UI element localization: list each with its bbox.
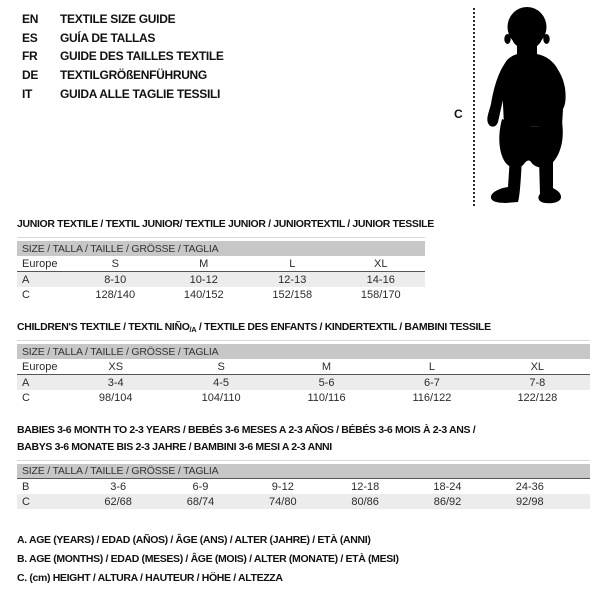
- row-label: C: [22, 495, 30, 508]
- language-row: [22, 29, 224, 48]
- size-header-label: SIZE / TALLA / TAILLE / GRÖSSE / TAGLIA: [22, 345, 219, 358]
- children-title-post: / TEXTILE DES ENFANTS / KINDERTEXTIL / BAMBINI TESSILE: [196, 321, 491, 333]
- table-cell: 5-6: [318, 376, 335, 389]
- babies-title-line1: BABIES 3-6 MONTH TO 2-3 YEARS / BEBÉS 3-6 MESES A 2-3 AÑOS / BÉBÉS 3-6 MOIS À 2-3 ANS /: [17, 424, 476, 436]
- table-row: [17, 272, 425, 287]
- table-cell: 68/74: [186, 495, 215, 508]
- junior-size-table: [17, 237, 425, 302]
- table-cell: 98/104: [98, 391, 133, 404]
- table-cell: L: [289, 257, 296, 270]
- height-measure-label: C: [454, 107, 463, 121]
- junior-section-title: JUNIOR TEXTILE / TEXTIL JUNIOR/ TEXTILE JUNIOR / JUNIORTEXTIL / JUNIOR TESSILE: [17, 218, 434, 230]
- language-list: [22, 10, 224, 103]
- row-label: C: [22, 391, 30, 404]
- table-cell: 6-7: [423, 376, 440, 389]
- footnote-b: B. AGE (MONTHS) / EDAD (MESES) / ÂGE (MOIS) / ALTER (MONATE) / ETÀ (MESI): [17, 553, 399, 565]
- baby-silhouette-icon: [483, 4, 583, 206]
- table-cell: S: [217, 360, 225, 373]
- table-body: [17, 479, 590, 509]
- table-row: [17, 494, 590, 509]
- table-row: [17, 390, 590, 405]
- language-row: [22, 10, 224, 29]
- row-label: A: [22, 273, 30, 286]
- table-cell: 116/122: [412, 391, 452, 404]
- size-header-bar: [17, 344, 590, 359]
- language-code: DE: [22, 68, 39, 83]
- footnote-c: C. (cm) HEIGHT / ALTURA / HAUTEUR / HÖHE / ALTEZZA: [17, 572, 283, 584]
- table-cell: 14-16: [366, 273, 395, 286]
- table-cell: 122/128: [517, 391, 558, 404]
- table-cell: 80/86: [351, 495, 379, 508]
- children-section-title: [17, 319, 491, 339]
- table-cell: 3-4: [107, 376, 124, 389]
- table-top-rule: [17, 460, 590, 461]
- table-cell: 12-18: [351, 480, 380, 493]
- table-cell: L: [428, 360, 435, 373]
- table-row: [17, 375, 590, 390]
- table-top-rule: [17, 237, 425, 238]
- table-cell: 92/98: [516, 495, 544, 508]
- table-cell: S: [111, 257, 119, 270]
- table-cell: 62/68: [104, 495, 132, 508]
- row-label: C: [22, 288, 30, 301]
- row-label: B: [22, 480, 30, 493]
- row-label: Europe: [22, 257, 58, 270]
- table-cell: 158/170: [360, 288, 401, 301]
- size-header-label: SIZE / TALLA / TAILLE / GRÖSSE / TAGLIA: [22, 242, 219, 255]
- table-cell: 12-13: [278, 273, 307, 286]
- table-cell: 74/80: [269, 495, 297, 508]
- size-header-bar: [17, 464, 590, 479]
- table-cell: 152/158: [272, 288, 313, 301]
- table-cell: 3-6: [110, 480, 127, 493]
- table-cell: 104/110: [201, 391, 241, 404]
- table-row: [17, 359, 590, 375]
- language-code: FR: [22, 49, 38, 64]
- language-title: GUÍA DE TALLAS: [60, 30, 156, 45]
- babies-size-table: [17, 460, 590, 509]
- children-title-subscript: /A: [189, 325, 197, 334]
- language-title: TEXTILE SIZE GUIDE: [60, 12, 176, 27]
- table-cell: 9-12: [271, 480, 294, 493]
- children-size-table: [17, 340, 590, 405]
- footnotes: [17, 531, 399, 588]
- footnote-a: A. AGE (YEARS) / EDAD (AÑOS) / ÂGE (ANS) / ALTER (JAHRE) / ETÀ (ANNI): [17, 534, 371, 546]
- table-cell: XL: [530, 360, 545, 373]
- table-body: [17, 256, 425, 302]
- table-cell: M: [321, 360, 332, 373]
- row-label: A: [22, 376, 30, 389]
- height-measure-line: [473, 8, 475, 206]
- table-cell: 24-36: [515, 480, 544, 493]
- row-label: Europe: [22, 360, 58, 373]
- babies-section-title: [17, 422, 475, 455]
- table-top-rule: [17, 340, 590, 341]
- table-cell: 140/152: [183, 288, 224, 301]
- table-cell: 7-8: [529, 376, 546, 389]
- table-cell: 110/116: [307, 391, 346, 404]
- table-row: [17, 256, 425, 272]
- table-row: [17, 287, 425, 302]
- language-title: GUIDE DES TAILLES TEXTILE: [60, 49, 224, 64]
- language-title: GUIDA ALLE TAGLIE TESSILI: [60, 86, 221, 101]
- language-code: ES: [22, 30, 38, 45]
- language-row: [22, 47, 224, 66]
- baby-figure: [452, 0, 600, 212]
- table-cell: 86/92: [433, 495, 462, 508]
- children-title-pre: CHILDREN'S TEXTILE / TEXTIL NIÑO: [17, 321, 190, 333]
- table-cell: 18-24: [433, 480, 462, 493]
- table-cell: XS: [108, 360, 124, 373]
- babies-title-line2: BABYS 3-6 MONATE BIS 2-3 JAHRE / BAMBINI 3-6 MESI A 2-3 ANNI: [17, 440, 332, 453]
- language-row: [22, 66, 224, 85]
- table-cell: 4-5: [213, 376, 230, 389]
- table-cell: 8-10: [104, 273, 127, 286]
- size-header-label: SIZE / TALLA / TAILLE / GRÖSSE / TAGLIA: [22, 465, 219, 477]
- table-body: [17, 359, 590, 405]
- language-code: IT: [22, 86, 33, 101]
- size-header-bar: [17, 241, 425, 256]
- language-title: TEXTILGRÖßENFÜHRUNG: [60, 68, 207, 83]
- language-row: [22, 84, 224, 103]
- table-cell: M: [199, 257, 209, 270]
- language-code: EN: [22, 12, 39, 27]
- table-cell: 6-9: [192, 480, 209, 493]
- table-cell: 10-12: [189, 273, 218, 286]
- table-cell: XL: [374, 257, 388, 270]
- table-row: [17, 479, 590, 494]
- table-cell: 128/140: [95, 288, 136, 301]
